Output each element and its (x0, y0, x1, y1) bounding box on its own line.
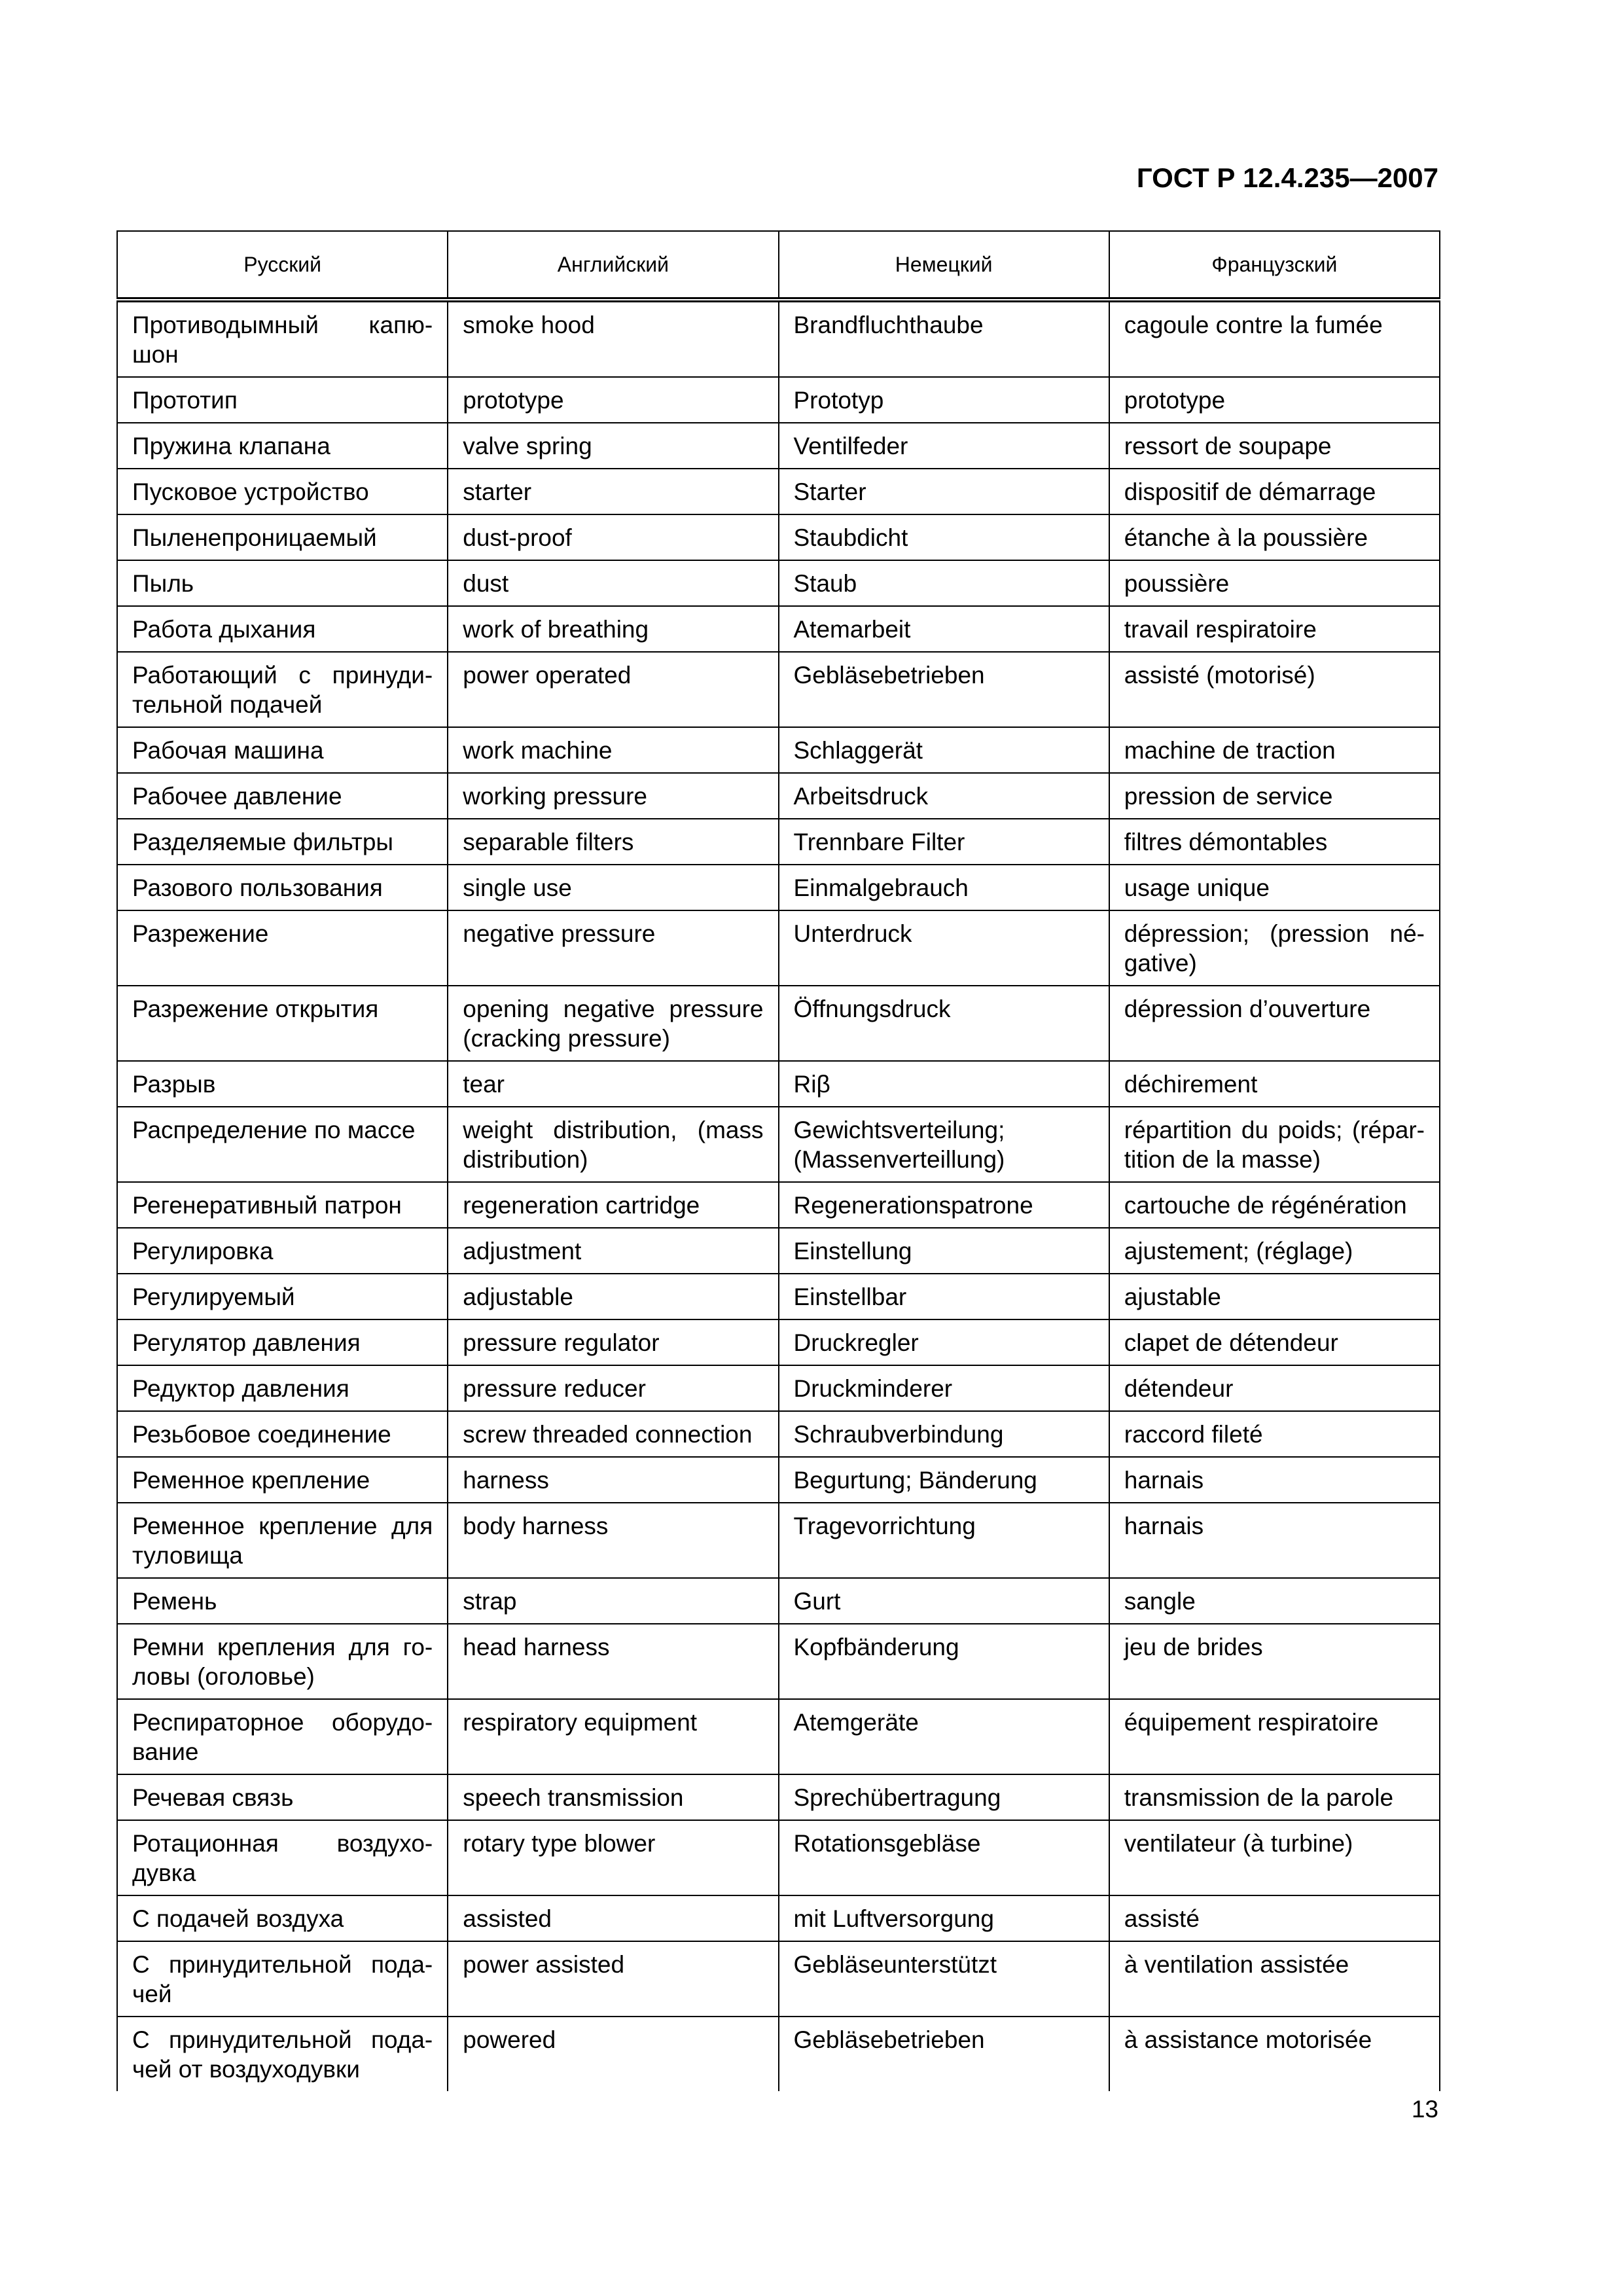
table-row (117, 1699, 1440, 1774)
term-russian: Пусковое устройство (117, 469, 448, 514)
term-english: head harness (448, 1624, 778, 1699)
term-russian: Пыленепроницаемый (117, 514, 448, 560)
term-russian: Речевая связь (117, 1774, 448, 1820)
term-german: Öffnungsdruck (779, 986, 1109, 1061)
term-french: cartouche de régénération (1109, 1182, 1440, 1228)
term-french: usage unique (1109, 865, 1440, 910)
term-english: rotary type blower (448, 1820, 778, 1895)
term-english: weight distribution, (mass distribution) (448, 1107, 778, 1182)
term-german: Gebläsebetrieben (779, 2017, 1109, 2091)
table-row (117, 1503, 1440, 1578)
term-english: power assisted (448, 1941, 778, 2017)
term-german: Gewichtsverteilung; (Massenverteillung) (779, 1107, 1109, 1182)
term-french: transmission de la parole (1109, 1774, 1440, 1820)
table-row (117, 986, 1440, 1061)
term-french: ajustement; (réglage) (1109, 1228, 1440, 1274)
term-russian: Респираторное оборудо-вание (117, 1699, 448, 1774)
term-french: déchirement (1109, 1061, 1440, 1107)
table-row (117, 1624, 1440, 1699)
term-german: Unterdruck (779, 910, 1109, 986)
term-russian: С принудительной пода-чей от воздуходувки (117, 2017, 448, 2091)
term-french: clapet de détendeur (1109, 1319, 1440, 1365)
term-english: opening negative pressure (cracking pressure) (448, 986, 778, 1061)
term-english: speech transmission (448, 1774, 778, 1820)
term-german: Druckregler (779, 1319, 1109, 1365)
term-english: work of breathing (448, 606, 778, 652)
term-english: work machine (448, 727, 778, 773)
term-french: prototype (1109, 377, 1440, 423)
term-french: harnais (1109, 1503, 1440, 1578)
terminology-table (116, 230, 1440, 2091)
table-row (117, 1365, 1440, 1411)
table-row (117, 1411, 1440, 1457)
term-russian: Ремень (117, 1578, 448, 1624)
term-german: Gebläsebetrieben (779, 652, 1109, 727)
term-german: mit Luftversorgung (779, 1895, 1109, 1941)
term-french: dépression d’ouverture (1109, 986, 1440, 1061)
term-english: negative pressure (448, 910, 778, 986)
term-english: powered (448, 2017, 778, 2091)
term-english: pressure reducer (448, 1365, 778, 1411)
column-header-german: Немецкий (779, 231, 1109, 300)
term-french: pression de service (1109, 773, 1440, 819)
term-russian: Рабочая машина (117, 727, 448, 773)
term-german: Staubdicht (779, 514, 1109, 560)
table-row (117, 727, 1440, 773)
term-french: assisté (1109, 1895, 1440, 1941)
term-russian: Регулируемый (117, 1274, 448, 1319)
term-french: filtres démontables (1109, 819, 1440, 865)
table-row (117, 1941, 1440, 2017)
term-russian: Редуктор давления (117, 1365, 448, 1411)
term-english: starter (448, 469, 778, 514)
term-french: détendeur (1109, 1365, 1440, 1411)
term-german: Staub (779, 560, 1109, 606)
term-french: harnais (1109, 1457, 1440, 1503)
term-english: respiratory equipment (448, 1699, 778, 1774)
term-english: valve spring (448, 423, 778, 469)
term-russian: Противодымный капю-шон (117, 300, 448, 377)
term-french: ventilateur (à turbine) (1109, 1820, 1440, 1895)
term-german: Rotationsgebläse (779, 1820, 1109, 1895)
term-french: jeu de brides (1109, 1624, 1440, 1699)
term-german: Atemgeräte (779, 1699, 1109, 1774)
term-german: Riβ (779, 1061, 1109, 1107)
term-english: separable filters (448, 819, 778, 865)
term-english: single use (448, 865, 778, 910)
table-row (117, 1319, 1440, 1365)
term-german: Sprechübertragung (779, 1774, 1109, 1820)
term-english: assisted (448, 1895, 778, 1941)
table-row (117, 652, 1440, 727)
table-row (117, 1061, 1440, 1107)
term-russian: Разрежение (117, 910, 448, 986)
term-german: Schraubverbindung (779, 1411, 1109, 1457)
term-french: à assistance motorisée (1109, 2017, 1440, 2091)
term-german: Atemarbeit (779, 606, 1109, 652)
table-row (117, 1182, 1440, 1228)
table-row (117, 1578, 1440, 1624)
table-row (117, 377, 1440, 423)
table-row (117, 423, 1440, 469)
table-row (117, 1820, 1440, 1895)
page-number: 13 (1411, 2096, 1438, 2123)
term-english: adjustment (448, 1228, 778, 1274)
term-german: Regenerationspatrone (779, 1182, 1109, 1228)
term-english: smoke hood (448, 300, 778, 377)
term-german: Einstellung (779, 1228, 1109, 1274)
table-body (117, 300, 1440, 2091)
term-russian: Ременное крепление (117, 1457, 448, 1503)
term-english: adjustable (448, 1274, 778, 1319)
term-english: dust-proof (448, 514, 778, 560)
term-german: Einmalgebrauch (779, 865, 1109, 910)
term-german: Arbeitsdruck (779, 773, 1109, 819)
table-row (117, 469, 1440, 514)
term-english: power operated (448, 652, 778, 727)
term-english: prototype (448, 377, 778, 423)
term-english: pressure regulator (448, 1319, 778, 1365)
table-row (117, 819, 1440, 865)
table-row (117, 773, 1440, 819)
term-german: Ventilfeder (779, 423, 1109, 469)
term-german: Einstellbar (779, 1274, 1109, 1319)
term-russian: Прототип (117, 377, 448, 423)
table-row (117, 606, 1440, 652)
term-german: Gurt (779, 1578, 1109, 1624)
document-code: ГОСТ Р 12.4.235—2007 (1136, 162, 1438, 193)
column-header-russian: Русский (117, 231, 448, 300)
term-german: Starter (779, 469, 1109, 514)
term-english: regeneration cartridge (448, 1182, 778, 1228)
term-russian: Разового пользования (117, 865, 448, 910)
term-french: dépression; (pression né-gative) (1109, 910, 1440, 986)
term-english: screw threaded connection (448, 1411, 778, 1457)
term-russian: Пыль (117, 560, 448, 606)
term-french: ajustable (1109, 1274, 1440, 1319)
term-russian: Ремни крепления для го-ловы (оголовье) (117, 1624, 448, 1699)
column-header-french: Французский (1109, 231, 1440, 300)
table-row (117, 300, 1440, 377)
table-row (117, 1774, 1440, 1820)
term-russian: Регулировка (117, 1228, 448, 1274)
term-german: Brandfluchthaube (779, 300, 1109, 377)
term-german: Schlaggerät (779, 727, 1109, 773)
table-row (117, 1107, 1440, 1182)
term-french: raccord fileté (1109, 1411, 1440, 1457)
term-russian: С подачей воздуха (117, 1895, 448, 1941)
term-french: sangle (1109, 1578, 1440, 1624)
table-row (117, 514, 1440, 560)
term-russian: Работающий с принуди-тельной подачей (117, 652, 448, 727)
table-row (117, 1274, 1440, 1319)
term-german: Kopfbänderung (779, 1624, 1109, 1699)
term-french: poussière (1109, 560, 1440, 606)
table-row (117, 910, 1440, 986)
term-german: Druckminderer (779, 1365, 1109, 1411)
term-french: répartition du poids; (répar-tition de la masse) (1109, 1107, 1440, 1182)
term-french: dispositif de démarrage (1109, 469, 1440, 514)
table-header-row (117, 231, 1440, 300)
term-french: assisté (motorisé) (1109, 652, 1440, 727)
term-russian: Резьбовое соединение (117, 1411, 448, 1457)
term-german: Tragevorrichtung (779, 1503, 1109, 1578)
term-russian: Распределение по массе (117, 1107, 448, 1182)
term-russian: Регенеративный патрон (117, 1182, 448, 1228)
term-german: Gebläseunterstützt (779, 1941, 1109, 2017)
term-russian: Разрежение открытия (117, 986, 448, 1061)
term-english: strap (448, 1578, 778, 1624)
term-russian: Работа дыхания (117, 606, 448, 652)
term-german: Prototyp (779, 377, 1109, 423)
term-english: harness (448, 1457, 778, 1503)
term-english: working pressure (448, 773, 778, 819)
table-row (117, 1228, 1440, 1274)
term-russian: Ротационная воздухо-дувка (117, 1820, 448, 1895)
term-russian: Рабочее давление (117, 773, 448, 819)
table-row (117, 560, 1440, 606)
term-french: machine de traction (1109, 727, 1440, 773)
term-russian: Разрыв (117, 1061, 448, 1107)
table-row (117, 2017, 1440, 2091)
term-russian: С принудительной пода-чей (117, 1941, 448, 2017)
term-russian: Ременное крепление для туловища (117, 1503, 448, 1578)
table-row (117, 1895, 1440, 1941)
term-german: Begurtung; Bänderung (779, 1457, 1109, 1503)
term-german: Trennbare Filter (779, 819, 1109, 865)
term-french: équipement respiratoire (1109, 1699, 1440, 1774)
term-russian: Разделяемые фильтры (117, 819, 448, 865)
table-row (117, 1457, 1440, 1503)
term-russian: Пружина клапана (117, 423, 448, 469)
term-french: ressort de soupape (1109, 423, 1440, 469)
term-english: body harness (448, 1503, 778, 1578)
term-french: travail respiratoire (1109, 606, 1440, 652)
term-english: tear (448, 1061, 778, 1107)
table-row (117, 865, 1440, 910)
column-header-english: Английский (448, 231, 778, 300)
term-russian: Регулятор давления (117, 1319, 448, 1365)
term-french: à ventilation assistée (1109, 1941, 1440, 2017)
term-french: cagoule contre la fumée (1109, 300, 1440, 377)
term-french: étanche à la poussière (1109, 514, 1440, 560)
term-english: dust (448, 560, 778, 606)
